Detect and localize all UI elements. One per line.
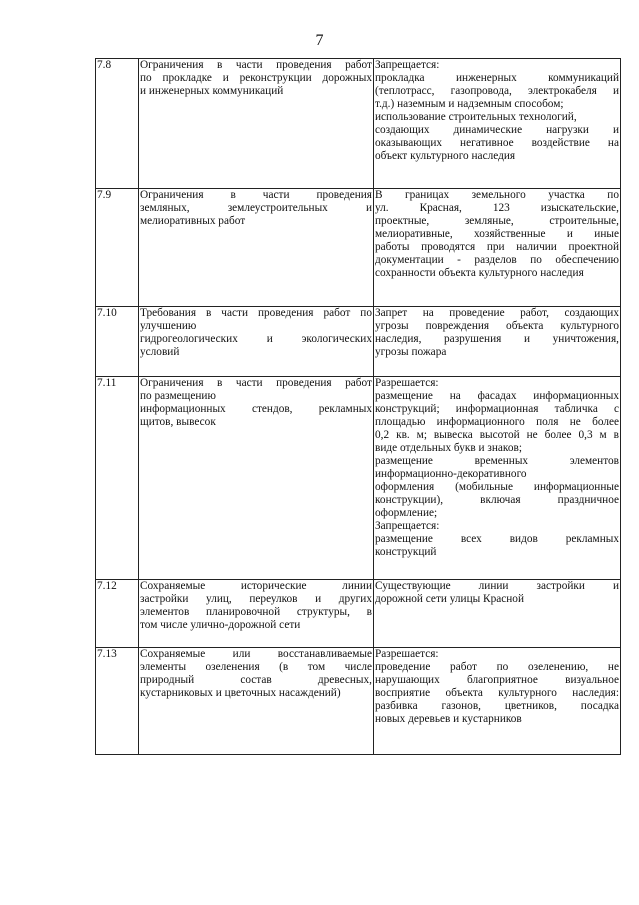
- restriction-name: [139, 377, 374, 580]
- text-line: угрозы повреждения объекта культурного: [375, 320, 619, 332]
- text-line: по прокладке и реконструкции дорожных: [140, 72, 372, 84]
- text-line: застройки улиц, переулков и других: [140, 593, 372, 605]
- text-line: кустарниковых и цветочных насаждений): [140, 687, 341, 699]
- restriction-name: [139, 648, 374, 755]
- text-line: конструкций; информационная табличка с: [375, 403, 619, 415]
- text-line: виде отдельных букв и знаков;: [375, 442, 522, 454]
- text-line: Ограничения в части проведения: [140, 189, 372, 201]
- text-line: восприятие объекта культурного наследия:: [375, 687, 619, 699]
- row-number: 7.10: [96, 307, 139, 377]
- restriction-description: [374, 580, 621, 648]
- text-line: Запрещается:: [375, 520, 440, 532]
- table-row: [96, 307, 621, 377]
- text-line: условий: [140, 346, 180, 358]
- text-line: гидрогеологических и экологических: [140, 333, 372, 345]
- text-line: элементы озеленения (в том числе: [140, 661, 372, 673]
- table-row: [96, 648, 621, 755]
- row-number: 7.11: [96, 377, 139, 580]
- text-line: Сохраняемые или восстанавливаемые: [140, 648, 372, 660]
- restriction-name: [139, 59, 374, 189]
- text-line: Требования в части проведения работ по: [140, 307, 372, 319]
- row-number: 7.13: [96, 648, 139, 755]
- row-number: 7.12: [96, 580, 139, 648]
- text-line: элементов планировочной структуры, в: [140, 606, 372, 618]
- page-number: 7: [315, 32, 324, 49]
- text-line: Запрещается:: [375, 59, 440, 71]
- restriction-name: [139, 189, 374, 307]
- text-line: создающих динамические нагрузки и: [375, 124, 619, 136]
- text-line: (теплотрасс, газопровода, электрокабеля и: [375, 85, 619, 97]
- text-line: угрозы пожара: [375, 346, 447, 358]
- text-line: проектные, земляные, строительные,: [375, 215, 619, 227]
- text-line: земляных, землеустроительных и: [140, 202, 372, 214]
- text-line: улучшению: [140, 320, 197, 332]
- text-line: разбивка газонов, цветников, посадка: [375, 700, 619, 712]
- restriction-name: [139, 580, 374, 648]
- text-line: В границах земельного участка по: [375, 189, 619, 201]
- text-line: мелиоративные, хозяйственные и иные: [375, 228, 619, 240]
- row-number: 7.8: [96, 59, 139, 189]
- text-line: нарушающих благоприятное визуальное: [375, 674, 619, 686]
- text-line: том числе улично-дорожной сети: [140, 619, 301, 631]
- text-line: наследия, разрушения и уничтожения,: [375, 333, 619, 345]
- table-row: [96, 189, 621, 307]
- text-line: Сохраняемые исторические линии: [140, 580, 372, 592]
- text-line: размещение временных элементов: [375, 455, 619, 467]
- restriction-description: [374, 59, 621, 189]
- text-line: документации - разделов по обеспечению: [375, 254, 619, 266]
- restriction-description: [374, 307, 621, 377]
- restriction-name: [139, 307, 374, 377]
- text-line: Запрет на проведение работ, создающих: [375, 307, 619, 319]
- table-row: [96, 377, 621, 580]
- text-line: и инженерных коммуникаций: [140, 85, 284, 97]
- text-line: оформления (мобильные информационные: [375, 481, 619, 493]
- restriction-description: [374, 648, 621, 755]
- text-line: работы проводятся при наличии проектной: [375, 241, 619, 253]
- text-line: Разрешается:: [375, 377, 439, 389]
- text-line: щитов, вывесок: [140, 416, 216, 428]
- text-line: площадью информационного поля не более: [375, 416, 619, 428]
- text-line: по размещению: [140, 390, 216, 402]
- text-line: Разрешается:: [375, 648, 439, 660]
- text-line: проведение работ по озеленению, не: [375, 661, 619, 673]
- text-line: использование строительных технологий,: [375, 111, 577, 123]
- text-line: объект культурного наследия: [375, 150, 516, 162]
- text-line: мелиоративных работ: [140, 215, 246, 227]
- text-line: природный состав древесных,: [140, 674, 372, 686]
- text-line: новых деревьев и кустарников: [375, 713, 522, 725]
- text-line: информационно-декоративного: [375, 468, 527, 480]
- text-line: т.д.) наземным и надземным способом;: [375, 98, 564, 110]
- regulations-table-body: [96, 59, 621, 755]
- table-row: [96, 59, 621, 189]
- text-line: оформление;: [375, 507, 438, 519]
- text-line: конструкций: [375, 546, 437, 558]
- text-line: конструкции), включая праздничное: [375, 494, 619, 506]
- text-line: сохранности объекта культурного наследия: [375, 267, 584, 279]
- text-line: Ограничения в части проведения работ: [140, 59, 372, 71]
- text-line: дорожной сети улицы Красной: [375, 593, 524, 605]
- text-line: оказывающих негативное воздействие на: [375, 137, 619, 149]
- restriction-description: [374, 189, 621, 307]
- row-number: 7.9: [96, 189, 139, 307]
- text-line: Ограничения в части проведения работ: [140, 377, 372, 389]
- text-line: размещение на фасадах информационных: [375, 390, 619, 402]
- text-line: 0,2 кв. м; вывеска высотой не более 0,3 м в: [375, 429, 619, 441]
- table-row: [96, 580, 621, 648]
- text-line: прокладка инженерных коммуникаций: [375, 72, 619, 84]
- restriction-description: [374, 377, 621, 580]
- text-line: Существующие линии застройки и: [375, 580, 619, 592]
- regulations-table: [95, 58, 621, 755]
- text-line: ул. Красная, 123 изыскательские,: [375, 202, 619, 214]
- text-line: размещение всех видов рекламных: [375, 533, 619, 545]
- text-line: информационных стендов, рекламных: [140, 403, 372, 415]
